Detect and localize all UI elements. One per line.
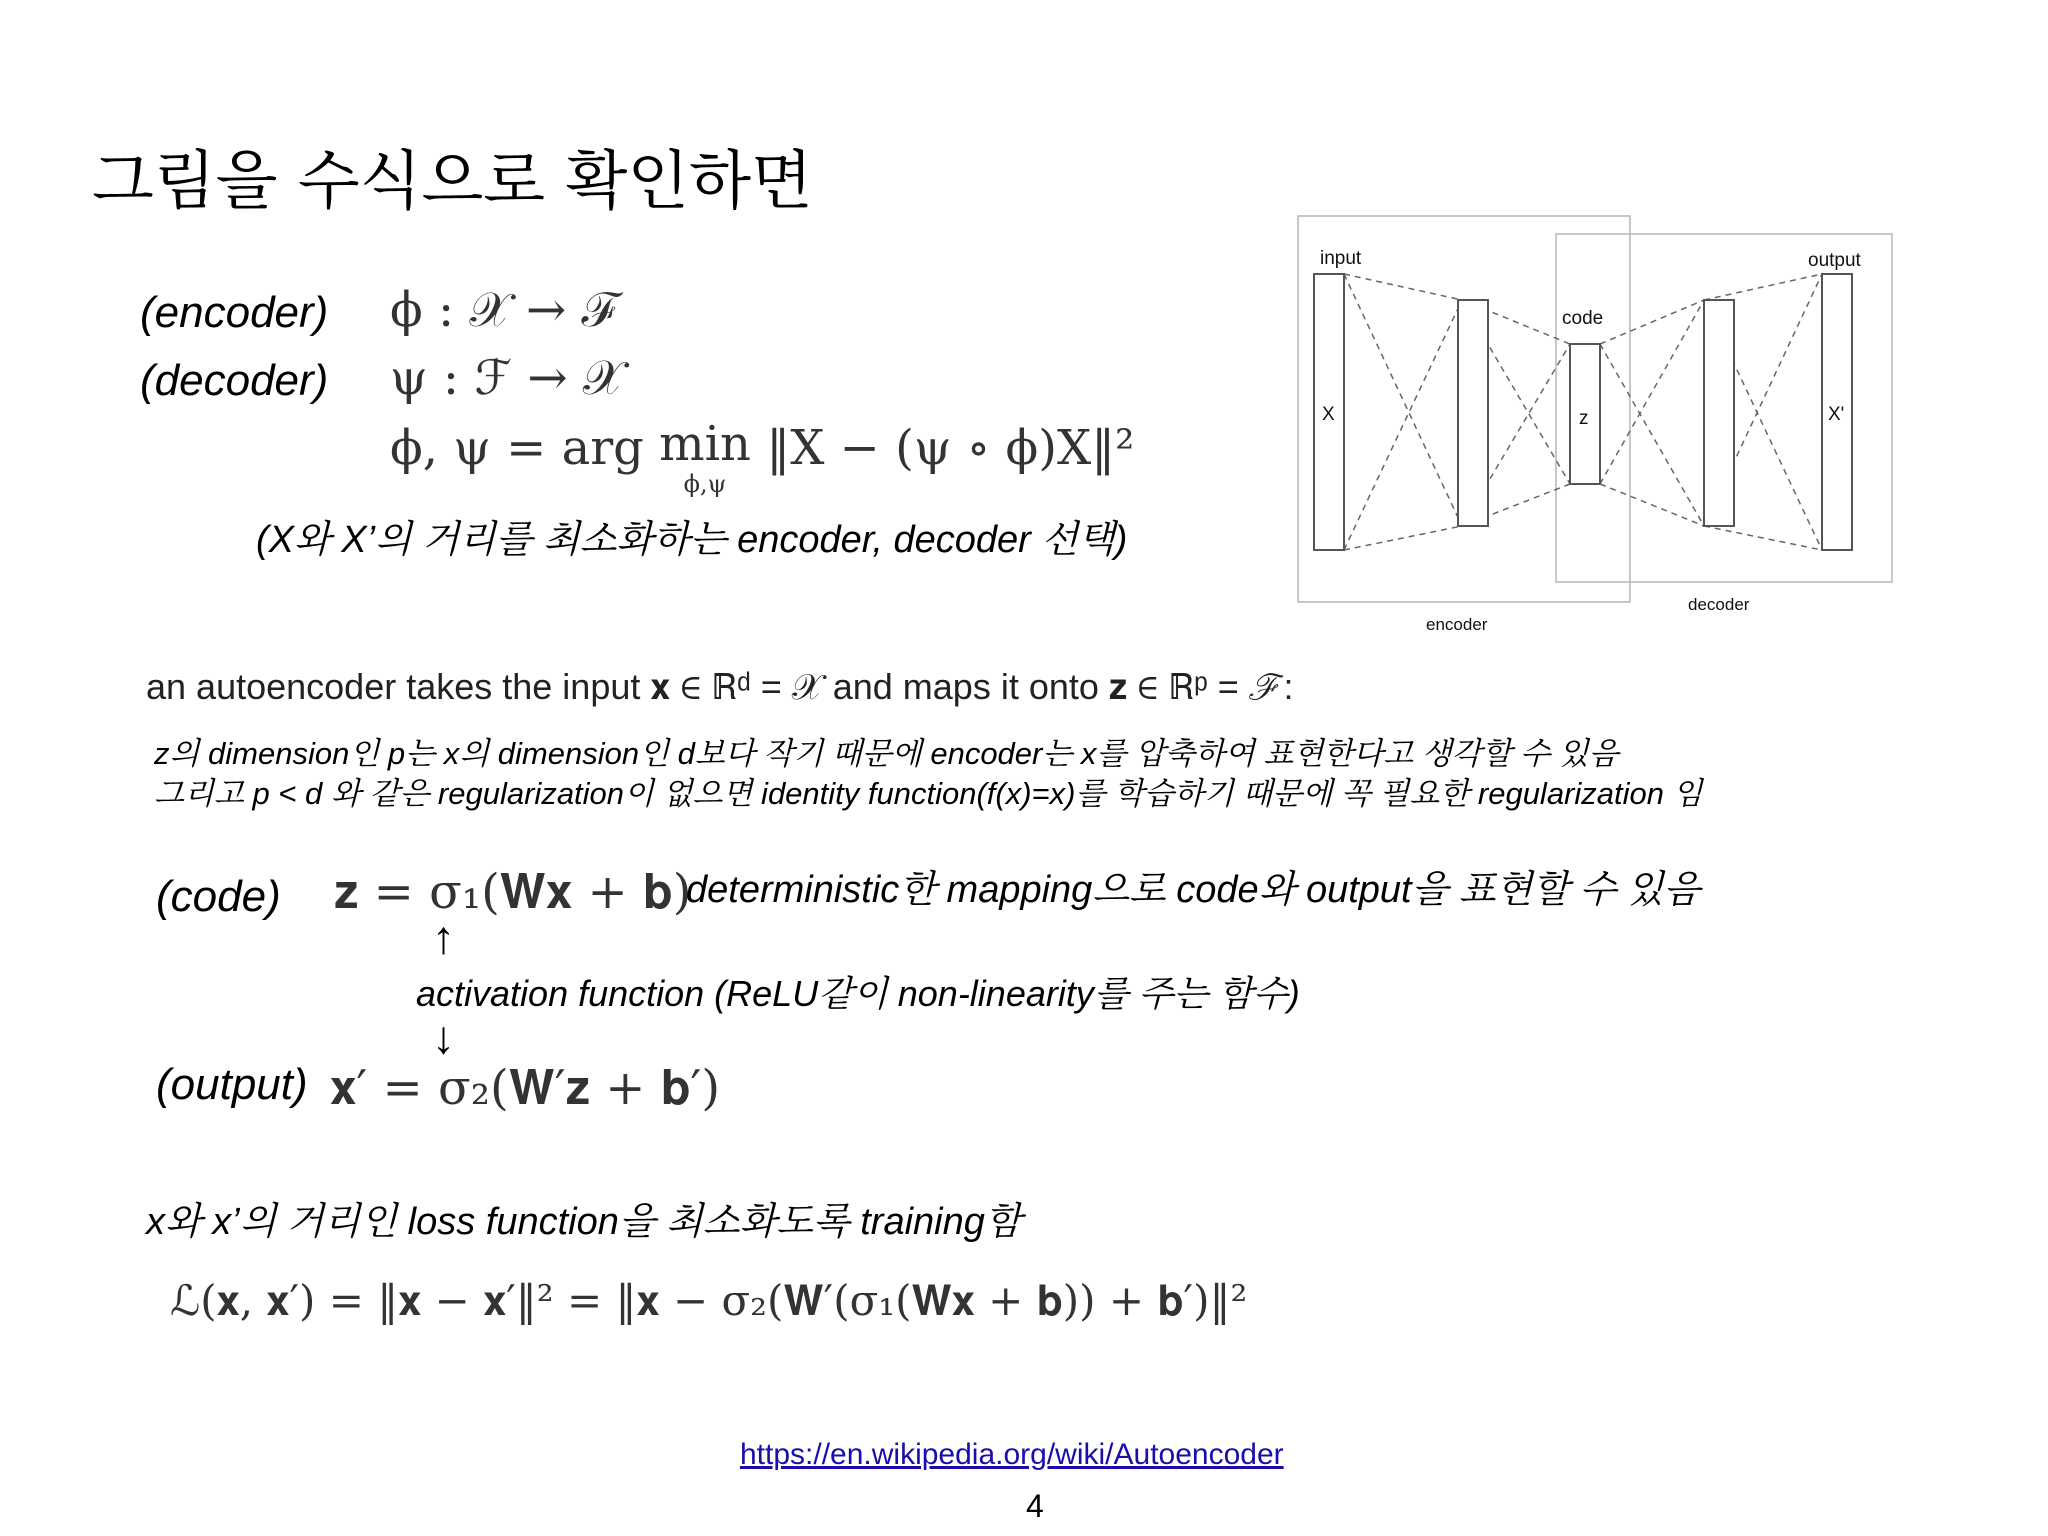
diagram-x-label: X — [1322, 404, 1335, 425]
diagram-z-label: z — [1579, 408, 1589, 429]
arrow-down-icon: ↓ — [432, 1011, 455, 1063]
diagram-decoder-label: decoder — [1688, 595, 1750, 614]
diagram-encoder-label: encoder — [1426, 615, 1488, 634]
code-equation: 𝐳 = σ₁(𝐖𝐱 + 𝐛) — [334, 864, 692, 920]
code-note: deterministic한 mapping으로 code와 output을 표현할 수 있음 — [686, 869, 1701, 911]
diagram-output-label: output — [1808, 250, 1861, 271]
encoder-equation: ϕ : 𝒳 → ℱ — [390, 282, 617, 338]
decoder-hidden-layer — [1704, 300, 1734, 526]
loss-note: x와 x’의 거리인 loss function을 최소화도록 training함 — [146, 1201, 1022, 1243]
argmin-equation — [390, 416, 1135, 498]
decoder-equation: ψ : ℱ → 𝒳 — [390, 350, 625, 406]
dimension-note-2: 그리고 p < d 와 같은 regularization이 없으면 identity function(f(x)=x)를 학습하기 때문에 꼭 필요한 regularization 임 — [154, 776, 1703, 811]
diagram-input-label: input — [1320, 248, 1362, 269]
activation-note: activation function (ReLU같이 non-linearity를 주는 함수) — [416, 973, 1300, 1014]
loss-equation: ℒ(𝐱, 𝐱′) = ‖𝐱 − 𝐱′‖² = ‖𝐱 − σ₂(𝐖′(σ₁(𝐖𝐱 + 𝐛)) + 𝐛′)‖² — [170, 1276, 1248, 1325]
decoder-label: (decoder) — [140, 356, 329, 405]
argmin-word: min — [659, 416, 751, 472]
code-label: (code) — [156, 872, 281, 921]
output-equation: 𝐱′ = σ₂(𝐖′𝐳 + 𝐛′) — [330, 1060, 721, 1116]
slide-title: 그림을 수식으로 확인하면 — [92, 145, 813, 219]
objective-note: (X와 X’의 거리를 최소화하는 encoder, decoder 선택) — [256, 519, 1128, 561]
argmin-rhs: ‖X − (ψ ∘ ϕ)X‖² — [766, 420, 1135, 476]
encoder-hidden-layer — [1458, 300, 1488, 526]
arrow-up-icon: ↑ — [432, 911, 455, 963]
diagram-code-label: code — [1562, 308, 1604, 329]
argmin-lhs: ϕ, ψ = arg — [390, 420, 660, 476]
argmin-operator — [659, 416, 751, 498]
mapping-sentence: an autoencoder takes the input 𝐱 ∈ ℝᵈ = 𝒳 and maps it onto 𝐳 ∈ ℝᵖ = ℱ: — [146, 666, 1294, 707]
output-label: (output) — [156, 1060, 308, 1109]
autoencoder-diagram — [1290, 212, 1900, 642]
encoder-label: (encoder) — [140, 288, 329, 337]
page-number: 4 — [1026, 1488, 1044, 1524]
argmin-subscript: ϕ,ψ — [683, 470, 727, 498]
diagram-x-prime-label: X' — [1828, 404, 1845, 425]
wikipedia-link[interactable]: https://en.wikipedia.org/wiki/Autoencoder — [740, 1438, 1284, 1471]
dimension-note-1: z의 dimension인 p는 x의 dimension인 d보다 작기 때문에 encoder는 x를 압축하여 표현한다고 생각할 수 있음 — [154, 736, 1619, 771]
